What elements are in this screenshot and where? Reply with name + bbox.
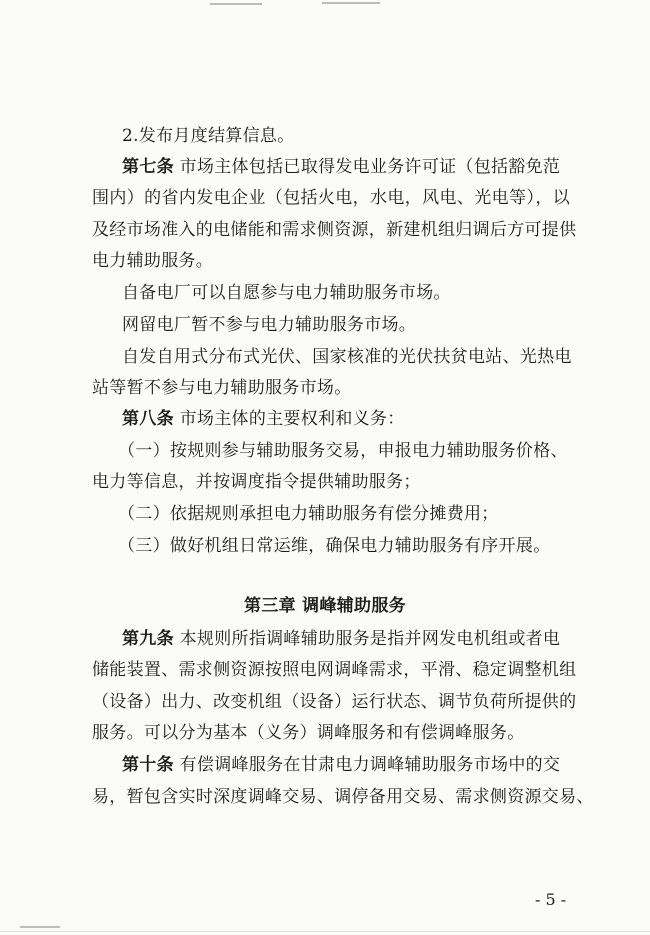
text-line: （一）按规则参与辅助服务交易，申报电力辅助服务价格、 [118,441,568,461]
text-span: 有偿调峰服务在甘肃电力调峰辅助服务市场中的交 [179,755,561,775]
article-heading: 第十条 [122,755,174,775]
text-line: 网留电厂暂不参与电力辅助服务市场。 [122,315,417,335]
text-span: 市场主体包括已取得发电业务许可证（包括豁免范 [179,157,561,177]
text-line: （二）依据规则承担电力辅助服务有偿分摊费用； [118,504,499,524]
chapter-heading: 第三章 调峰辅助服务 [244,596,406,616]
text-line: 自发自用式分布式光伏、国家核准的光伏扶贫电站、光热电 [122,347,572,367]
article-heading: 第八条 [122,409,174,429]
text-line: 储能装置、需求侧资源按照电网调峰需求，平滑、稳定调整机组 [92,660,577,680]
scan-mark [322,2,380,4]
article-seven-line [122,155,560,179]
text-line: 围内）的省内发电企业（包括火电，水电，风电、光电等），以 [92,188,570,208]
text-line: 电力等信息，并按调度指令提供辅助服务； [92,472,421,492]
text-line: 站等暂不参与电力辅助服务市场。 [92,378,352,398]
scan-mark [210,3,262,5]
article-nine-line [122,627,560,651]
text-line: 自备电厂可以自愿参与电力辅助服务市场。 [122,283,451,303]
text-span: 本规则所指调峰辅助服务是指并网发电机组或者电 [179,629,561,649]
article-heading: 第七条 [122,157,174,177]
scan-mark [20,926,60,928]
text-line: 易，暂包含实时深度调峰交易、调停备用交易、需求侧资源交易、 [92,787,594,807]
text-line: （三）做好机组日常运维，确保电力辅助服务有序开展。 [118,536,551,556]
text-span: 市场主体的主要权利和义务： [179,409,405,429]
page-number: - 5 - [535,890,567,909]
scan-edge [0,931,650,932]
article-ten-line [122,753,560,777]
text-line: 及经市场准入的电储能和需求侧资源，新建机组归调后方可提供 [92,220,577,240]
text-line: 2.发布月度结算信息。 [122,126,295,146]
text-line: 服务。可以分为基本（义务）调峰服务和有偿调峰服务。 [92,723,525,743]
article-heading: 第九条 [122,629,174,649]
article-eight-line [122,407,405,431]
text-line: （设备）出力、改变机组（设备）运行状态、调节负荷所提供的 [92,692,577,712]
text-line: 电力辅助服务。 [92,251,214,271]
